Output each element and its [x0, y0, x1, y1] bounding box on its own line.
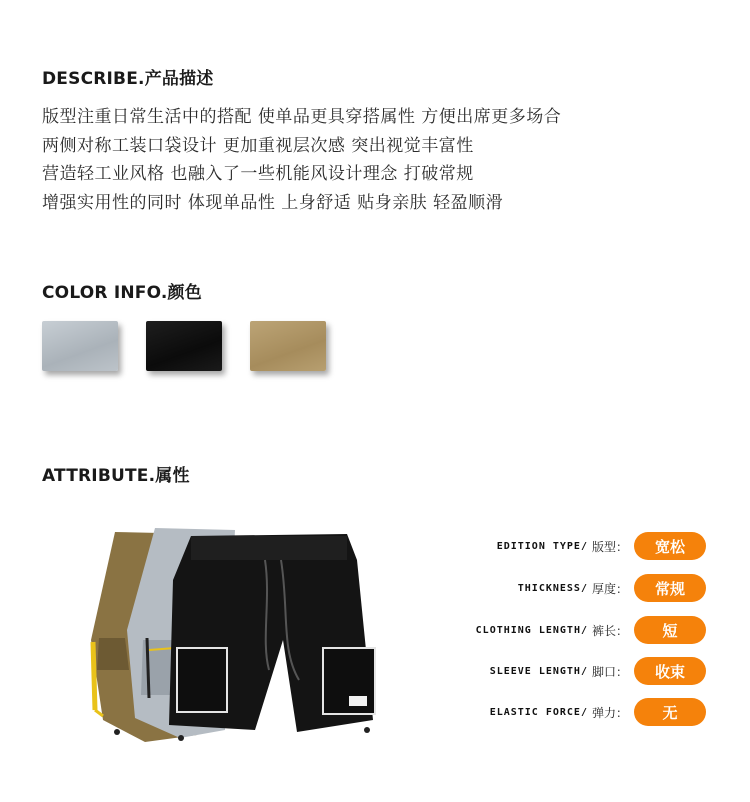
description-line: 增强实用性的同时 体现单品性 上身舒适 贴身亲肤 轻盈顺滑 [42, 192, 504, 213]
attribute-label-en: CLOTHING LENGTH/ [475, 624, 588, 636]
attribute-row-elastic-force [490, 697, 706, 727]
attribute-value-badge: 无 [634, 698, 706, 726]
attribute-row-thickness [518, 573, 706, 603]
swatch-light-gray[interactable] [42, 321, 118, 371]
attribute-label-zh: 裤长： [591, 623, 628, 638]
description-text [42, 103, 561, 217]
attribute-value-badge: 收束 [634, 657, 706, 685]
attribute-row-clothing-length [476, 615, 706, 645]
attribute-label-en: THICKNESS/ [517, 582, 588, 594]
description-line: 营造轻工业风格 也融入了一些机能风设计理念 打破常规 [42, 164, 474, 184]
attribute-label-zh: 版型： [591, 539, 628, 554]
attribute-label-zh: 弹力： [591, 705, 628, 720]
description-line: 两侧对称工装口袋设计 更加重视层次感 突出视觉丰富性 [42, 135, 474, 156]
color-swatches [42, 321, 326, 371]
attribute-value-badge: 宽松 [634, 532, 706, 560]
attribute-value-badge: 常规 [634, 574, 706, 602]
attribute-label-en: ELASTIC FORCE/ [489, 706, 588, 718]
attribute-heading: ATTRIBUTE.属性 [42, 466, 190, 486]
swatch-khaki[interactable] [250, 321, 326, 371]
attribute-label-zh: 脚口： [591, 664, 628, 679]
color-info-heading: COLOR INFO.颜色 [42, 283, 202, 303]
attribute-label-en: EDITION TYPE/ [496, 540, 588, 552]
describe-heading: DESCRIBE.产品描述 [42, 69, 214, 89]
product-image-shorts [85, 520, 405, 750]
swatch-black[interactable] [146, 321, 222, 371]
attribute-label-zh: 厚度： [591, 581, 628, 596]
description-line: 版型注重日常生活中的搭配 使单品更具穿搭属性 方便出席更多场合 [42, 107, 562, 127]
attribute-label-en: SLEEVE LENGTH/ [489, 665, 588, 677]
attribute-value-badge: 短 [634, 616, 706, 644]
attribute-row-sleeve-length [490, 656, 706, 686]
attribute-row-edition-type [497, 531, 706, 561]
